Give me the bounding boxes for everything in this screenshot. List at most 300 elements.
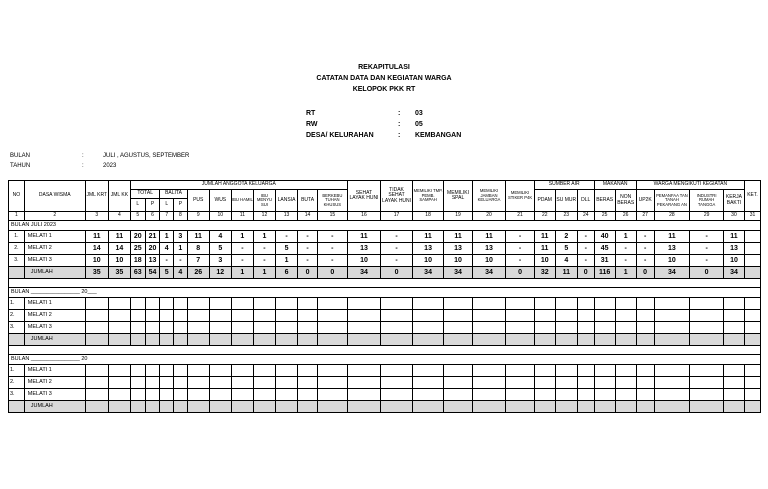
- table-cell: [577, 310, 594, 322]
- table-cell: [534, 389, 555, 401]
- table-cell: [472, 334, 506, 346]
- table-cell: [654, 365, 690, 377]
- col-tidak-sehat: TIDAK SEHAT LAYAK HUNI: [381, 181, 413, 212]
- table-cell: 11: [654, 231, 690, 243]
- table-cell: 34: [347, 267, 381, 279]
- table-cell: [231, 401, 253, 413]
- table-cell: [506, 310, 534, 322]
- col-sumber-air: SUMBER AIR: [534, 181, 594, 190]
- spacer-cell: [209, 279, 231, 288]
- table-cell: [318, 401, 348, 413]
- table-cell: [577, 298, 594, 310]
- table-cell: [130, 401, 145, 413]
- table-cell: [555, 310, 577, 322]
- table-cell: [209, 365, 231, 377]
- table-cell: [298, 310, 318, 322]
- spacer-cell: [145, 346, 160, 355]
- meta-value-tahun: 2023: [103, 163, 117, 169]
- spacer-cell: [298, 279, 318, 288]
- table-cell: 1: [276, 255, 298, 267]
- column-number: 23: [555, 212, 577, 221]
- spacer-cell: [744, 346, 760, 355]
- table-cell: 0: [690, 267, 724, 279]
- table-cell: [615, 401, 636, 413]
- table-cell: -: [506, 255, 534, 267]
- row-number: 2.: [9, 310, 25, 322]
- spacer-cell: [654, 279, 690, 288]
- table-cell: 4: [209, 231, 231, 243]
- table-cell: [690, 389, 724, 401]
- table-cell: -: [636, 255, 654, 267]
- table-cell: [174, 365, 188, 377]
- table-cell: -: [318, 255, 348, 267]
- spacer-cell: [174, 279, 188, 288]
- table-cell: [594, 298, 615, 310]
- spacer-cell: [276, 346, 298, 355]
- table-cell: [412, 377, 444, 389]
- table-cell: [744, 322, 760, 334]
- spacer-cell: [187, 346, 209, 355]
- table-cell: [85, 401, 108, 413]
- table-cell: [636, 310, 654, 322]
- spacer-cell: [231, 279, 253, 288]
- table-cell: [723, 401, 744, 413]
- table-cell: [276, 334, 298, 346]
- table-cell: [654, 334, 690, 346]
- table-cell: [594, 401, 615, 413]
- section-label-blank-2: BULAN ________________ 20: [9, 355, 761, 365]
- table-cell: [130, 322, 145, 334]
- table-cell: [555, 365, 577, 377]
- table-cell: [318, 334, 348, 346]
- spacer-cell: [534, 279, 555, 288]
- table-cell: [594, 389, 615, 401]
- table-cell: 10: [412, 255, 444, 267]
- table-row: [9, 377, 761, 389]
- spacer-cell: [723, 346, 744, 355]
- spacer-cell: [347, 346, 381, 355]
- col-kerja-bakti: KERJA BAKTI: [723, 190, 744, 212]
- total-label: JUMLAH: [24, 334, 85, 346]
- col-sumur: SU MUR: [555, 190, 577, 212]
- table-cell: [160, 310, 174, 322]
- table-cell: [412, 310, 444, 322]
- table-cell: [85, 310, 108, 322]
- column-number: 16: [347, 212, 381, 221]
- table-cell: [744, 298, 760, 310]
- table-cell: [108, 401, 130, 413]
- table-cell: [298, 377, 318, 389]
- table-cell: [174, 298, 188, 310]
- table-cell: [130, 377, 145, 389]
- spacer-cell: [24, 279, 85, 288]
- table-cell: [472, 298, 506, 310]
- table-cell: [85, 389, 108, 401]
- table-cell: 1: [231, 267, 253, 279]
- table-cell: 10: [723, 255, 744, 267]
- table-cell: 11: [472, 231, 506, 243]
- table-cell: [636, 322, 654, 334]
- spacer-cell: [160, 346, 174, 355]
- spacer-cell: [744, 279, 760, 288]
- row-name: MELATI 1: [24, 365, 85, 377]
- table-cell: [253, 401, 275, 413]
- table-cell: 11: [187, 231, 209, 243]
- table-cell: 34: [723, 267, 744, 279]
- table-cell: [231, 377, 253, 389]
- col-warga-kegiatan: WARGA MENGIKUTI KEGIATAN: [636, 181, 744, 190]
- table-cell: [276, 322, 298, 334]
- table-cell: [472, 389, 506, 401]
- table-cell: [636, 334, 654, 346]
- table-cell: [636, 377, 654, 389]
- col-no: NO: [9, 181, 25, 212]
- table-cell: [723, 334, 744, 346]
- col-non-beras: NON BERAS: [615, 190, 636, 212]
- col-dll: DLL: [577, 190, 594, 212]
- table-cell: 0: [577, 267, 594, 279]
- info-sep-rt: :: [398, 110, 401, 117]
- row-name: MELATI 1: [24, 298, 85, 310]
- col-jml-kk: JML KK: [108, 181, 130, 212]
- spacer-cell: [318, 279, 348, 288]
- table-cell: [160, 401, 174, 413]
- table-cell: 3: [174, 231, 188, 243]
- col-buta: BUTA: [298, 190, 318, 212]
- table-cell: -: [690, 255, 724, 267]
- spacer-cell: [690, 279, 724, 288]
- table-cell: 0: [381, 267, 413, 279]
- table-cell: [577, 334, 594, 346]
- table-cell: [160, 334, 174, 346]
- table-cell: [187, 334, 209, 346]
- table-cell: [347, 377, 381, 389]
- column-number: 9: [187, 212, 209, 221]
- spacer-cell: [318, 346, 348, 355]
- table-cell: [209, 298, 231, 310]
- table-cell: [577, 365, 594, 377]
- table-cell: [534, 401, 555, 413]
- table-cell: [85, 365, 108, 377]
- table-cell: [231, 310, 253, 322]
- table-cell: [130, 365, 145, 377]
- table-cell: [108, 377, 130, 389]
- table-cell: [381, 310, 413, 322]
- table-cell: 0: [636, 267, 654, 279]
- table-cell: 14: [85, 243, 108, 255]
- spacer-cell: [9, 279, 25, 288]
- spacer-cell: [412, 279, 444, 288]
- table-cell: [555, 334, 577, 346]
- column-number: 6: [145, 212, 160, 221]
- table-cell: [174, 322, 188, 334]
- column-number: 7: [160, 212, 174, 221]
- table-cell: [187, 322, 209, 334]
- table-cell: [347, 310, 381, 322]
- table-cell: 20: [130, 231, 145, 243]
- table-cell: [690, 365, 724, 377]
- table-cell: [654, 310, 690, 322]
- table-total-row: [9, 401, 761, 413]
- table-cell: [209, 401, 231, 413]
- row-name: MELATI 2: [24, 310, 85, 322]
- col-jamban: MEMILIKI JAMBAN KELUARGA: [472, 181, 506, 212]
- table-cell: [108, 365, 130, 377]
- table-cell: 26: [187, 267, 209, 279]
- table-cell: [690, 401, 724, 413]
- table-cell: 10: [444, 255, 472, 267]
- table-cell: [209, 322, 231, 334]
- col-jml-krt: JML KRT: [85, 181, 108, 212]
- table-cell: [577, 401, 594, 413]
- column-number: 10: [209, 212, 231, 221]
- table-cell: -: [318, 243, 348, 255]
- table-cell: [253, 322, 275, 334]
- info-sep-rw: :: [398, 121, 401, 128]
- table-cell: -: [298, 231, 318, 243]
- table-cell: [723, 377, 744, 389]
- table-cell: [209, 334, 231, 346]
- table-cell: [412, 401, 444, 413]
- table-cell: [412, 389, 444, 401]
- table-cell: -: [381, 231, 413, 243]
- table-cell: [506, 377, 534, 389]
- table-cell: [577, 322, 594, 334]
- spacer-cell: [472, 279, 506, 288]
- report-title: REKAPITULASI: [358, 64, 410, 71]
- table-cell: -: [615, 255, 636, 267]
- meta-value-bulan: JULI , AGUSTUS, SEPTEMBER: [103, 153, 190, 159]
- table-cell: 25: [130, 243, 145, 255]
- column-number: 21: [506, 212, 534, 221]
- table-cell: [347, 389, 381, 401]
- table-cell: [615, 389, 636, 401]
- table-cell: [472, 310, 506, 322]
- table-cell: [654, 377, 690, 389]
- table-cell: [276, 298, 298, 310]
- table-cell: 35: [85, 267, 108, 279]
- table-cell: [253, 365, 275, 377]
- table-cell: 5: [160, 267, 174, 279]
- table-cell: [174, 389, 188, 401]
- spacer-cell: [654, 346, 690, 355]
- table-cell: 1: [160, 231, 174, 243]
- table-cell: [534, 365, 555, 377]
- column-number: 28: [654, 212, 690, 221]
- spacer-cell: [577, 346, 594, 355]
- table-cell: 18: [130, 255, 145, 267]
- table-cell: -: [690, 231, 724, 243]
- table-cell: [187, 310, 209, 322]
- table-cell: -: [577, 243, 594, 255]
- meta-label-bulan: BULAN: [10, 153, 31, 159]
- table-cell: [744, 255, 760, 267]
- table-cell: [744, 310, 760, 322]
- table-row: [9, 365, 761, 377]
- col-industri: INDUSTRI RUMAH TANGGA: [690, 190, 724, 212]
- table-cell: [160, 365, 174, 377]
- table-cell: [690, 298, 724, 310]
- row-number: 3.: [9, 255, 25, 267]
- table-cell: [654, 298, 690, 310]
- table-cell: 40: [594, 231, 615, 243]
- table-cell: 14: [108, 243, 130, 255]
- table-cell: 20: [145, 243, 160, 255]
- table-cell: [298, 389, 318, 401]
- table-cell: 34: [444, 267, 472, 279]
- spacer-cell: [298, 346, 318, 355]
- table-cell: 1: [253, 267, 275, 279]
- table-row: [9, 322, 761, 334]
- table-cell: [723, 365, 744, 377]
- spacer-cell: [594, 279, 615, 288]
- table-cell: [174, 310, 188, 322]
- col-makanan: MAKANAN: [594, 181, 636, 190]
- table-cell: [187, 401, 209, 413]
- table-cell: [506, 298, 534, 310]
- column-number: 20: [472, 212, 506, 221]
- spacer-cell: [160, 279, 174, 288]
- table-cell: [160, 389, 174, 401]
- row-number: 1.: [9, 365, 25, 377]
- table-cell: 10: [472, 255, 506, 267]
- total-label: JUMLAH: [24, 267, 85, 279]
- table-cell: [381, 298, 413, 310]
- table-cell: [276, 310, 298, 322]
- table-cell: [615, 334, 636, 346]
- table-cell: -: [160, 255, 174, 267]
- spacer-cell: [108, 346, 130, 355]
- col-stiker: MEMILIKI STIKER P4K: [506, 181, 534, 212]
- row-number: [9, 334, 25, 346]
- column-number: 8: [174, 212, 188, 221]
- table-cell: [615, 310, 636, 322]
- table-cell: 0: [506, 267, 534, 279]
- col-ibu-menyusui: IBU MENYU SUI: [253, 190, 275, 212]
- table-cell: 6: [276, 267, 298, 279]
- table-cell: [347, 365, 381, 377]
- col-sehat-layak: SEHAT LAYAK HUNI: [347, 181, 381, 212]
- table-cell: [253, 310, 275, 322]
- column-number: 30: [723, 212, 744, 221]
- col-pus: PUS: [187, 190, 209, 212]
- table-cell: [381, 389, 413, 401]
- table-cell: [347, 334, 381, 346]
- table-cell: [231, 322, 253, 334]
- table-cell: [108, 334, 130, 346]
- table-cell: [231, 334, 253, 346]
- table-cell: 5: [209, 243, 231, 255]
- column-number: 1: [9, 212, 25, 221]
- table-cell: [253, 298, 275, 310]
- table-cell: -: [381, 243, 413, 255]
- table-cell: 45: [594, 243, 615, 255]
- table-cell: 10: [347, 255, 381, 267]
- table-cell: [318, 389, 348, 401]
- info-value-rt: 03: [415, 110, 423, 117]
- table-cell: [276, 401, 298, 413]
- table-cell: [381, 377, 413, 389]
- table-cell: [174, 377, 188, 389]
- table-cell: [298, 334, 318, 346]
- row-number: 1.: [9, 298, 25, 310]
- table-cell: [145, 310, 160, 322]
- row-number: 2.: [9, 377, 25, 389]
- table-cell: [187, 377, 209, 389]
- column-number: 4: [108, 212, 130, 221]
- spacer-cell: [231, 346, 253, 355]
- recap-table: [8, 180, 761, 413]
- table-cell: [160, 322, 174, 334]
- table-cell: 34: [412, 267, 444, 279]
- column-number: 18: [412, 212, 444, 221]
- table-cell: -: [318, 231, 348, 243]
- column-number: 13: [276, 212, 298, 221]
- table-cell: 1: [253, 231, 275, 243]
- table-cell: -: [577, 255, 594, 267]
- spacer-cell: [381, 279, 413, 288]
- table-cell: -: [506, 243, 534, 255]
- table-cell: [472, 377, 506, 389]
- column-number: 17: [381, 212, 413, 221]
- table-cell: -: [231, 255, 253, 267]
- column-number: 15: [318, 212, 348, 221]
- spacer-cell: [636, 279, 654, 288]
- table-cell: [744, 334, 760, 346]
- table-cell: [85, 298, 108, 310]
- row-name: MELATI 3: [24, 322, 85, 334]
- table-cell: 116: [594, 267, 615, 279]
- col-jumlah-anggota: JUMLAH ANGGOTA KELUARGA: [130, 181, 347, 190]
- table-cell: [85, 322, 108, 334]
- spacer-cell: [594, 346, 615, 355]
- meta-label-tahun: TAHUN: [10, 163, 31, 169]
- table-cell: [130, 310, 145, 322]
- table-cell: 32: [534, 267, 555, 279]
- meta-sep-bulan: :: [82, 153, 84, 159]
- col-lansia: LANSIA: [276, 190, 298, 212]
- table-cell: [690, 334, 724, 346]
- table-cell: -: [253, 255, 275, 267]
- table-cell: [555, 401, 577, 413]
- table-cell: [615, 298, 636, 310]
- table-cell: [506, 401, 534, 413]
- table-cell: 35: [108, 267, 130, 279]
- table-cell: 21: [145, 231, 160, 243]
- table-cell: [534, 377, 555, 389]
- table-cell: [744, 267, 760, 279]
- table-cell: 34: [472, 267, 506, 279]
- row-number: [9, 267, 25, 279]
- spacer-cell: [130, 346, 145, 355]
- column-number: 19: [444, 212, 472, 221]
- column-number: 5: [130, 212, 145, 221]
- table-cell: [444, 310, 472, 322]
- table-cell: 11: [412, 231, 444, 243]
- table-cell: [130, 334, 145, 346]
- col-ibu-hamil: IBU HAMIL: [231, 190, 253, 212]
- table-cell: [187, 298, 209, 310]
- spacer-cell: [381, 346, 413, 355]
- table-cell: [534, 334, 555, 346]
- table-cell: [130, 298, 145, 310]
- table-cell: [615, 322, 636, 334]
- table-cell: [506, 322, 534, 334]
- spacer-cell: [506, 346, 534, 355]
- table-cell: [209, 310, 231, 322]
- table-cell: 34: [654, 267, 690, 279]
- column-number: 22: [534, 212, 555, 221]
